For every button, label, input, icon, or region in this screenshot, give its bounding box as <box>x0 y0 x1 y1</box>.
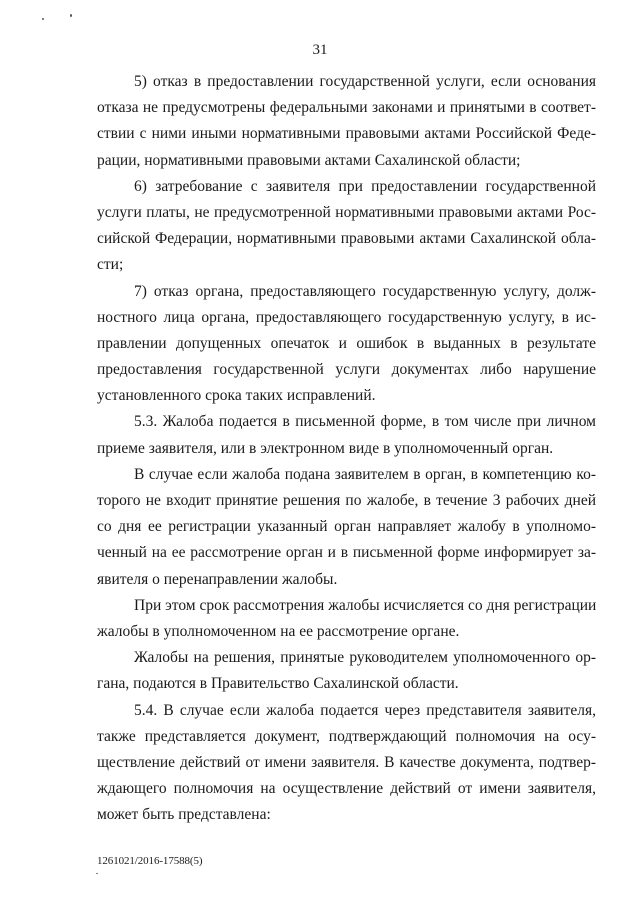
text-line: правлении допущенных опечаток и ошибок в выданных в результате <box>97 334 596 352</box>
text-line: установленного срока таких исправлений. <box>97 387 376 405</box>
text-line: со дня ее регистрации указанный орган направляет жалобу в уполномо- <box>97 518 596 536</box>
paragraph-appeals <box>97 645 596 697</box>
text-line: также представляется документ, подтверждающий полномочия на осу- <box>97 727 596 745</box>
paragraph-clause-5-3 <box>97 409 596 461</box>
text-line: ностного лица органа, предоставляющего государственную услугу, в ис- <box>97 308 596 326</box>
paragraph-review-term <box>97 593 596 645</box>
text-line: услуги платы, не предусмотренной нормативными правовыми актами Рос- <box>97 203 596 221</box>
text-line: может быть представлена: <box>97 806 271 824</box>
text-line: торого не входит принятие решения по жалобе, в течение 3 рабочих дней <box>97 492 596 509</box>
text-line: явителя о перенаправлении жалобы. <box>97 570 338 588</box>
scan-speck <box>42 18 44 20</box>
text-line: ченный на ее рассмотрение орган и в письменной форме информирует за- <box>97 544 596 562</box>
scan-speck <box>70 14 72 17</box>
text-line: приеме заявителя, или в электронном виде в уполномоченный орган. <box>97 439 554 457</box>
document-body <box>97 69 596 828</box>
text-line: 6) затребование с заявителя при предоставлении государственной <box>134 177 596 195</box>
text-line: 5) отказ в предоставлении государственной услуги, если основания <box>134 73 596 90</box>
page-number: 31 <box>312 42 328 58</box>
document-code: 1261021/2016-17588(5) <box>97 855 203 867</box>
text-line: сийской Федерации, нормативными правовыми актами Сахалинской обла- <box>97 230 596 248</box>
paragraph-item-6 <box>97 174 596 279</box>
paragraph-item-7 <box>97 279 596 410</box>
scan-speck <box>96 873 98 874</box>
paragraph-redirect <box>97 462 596 593</box>
text-line: жалобы в уполномоченном на ее рассмотрение органе. <box>97 622 460 640</box>
text-line: При этом срок рассмотрения жалобы исчисляется со дня регистрации <box>134 596 597 614</box>
text-line: В случае если жалоба подана заявителем в орган, в компетенцию ко- <box>134 465 596 483</box>
paragraph-item-5 <box>97 69 596 174</box>
text-line: Жалобы на решения, принятые руководителем уполномоченного ор- <box>134 649 596 667</box>
text-line: ждающего полномочия на осуществление действий от имени заявителя, <box>97 780 596 798</box>
text-line: рации, нормативными правовыми актами Сахалинской области; <box>97 151 521 169</box>
text-line: гана, подаются в Правительство Сахалинской области. <box>97 675 459 693</box>
paragraph-clause-5-4 <box>97 698 596 829</box>
text-line: 5.3. Жалоба подается в письменной форме, в том числе при личном <box>134 413 596 431</box>
text-line: 7) отказ органа, предоставляющего государственную услугу, долж- <box>134 282 596 300</box>
text-line: сти; <box>97 256 124 274</box>
text-line: 5.4. В случае если жалоба подается через представителя заявителя, <box>134 701 596 719</box>
text-line: предоставления государственной услуги документах либо нарушение <box>97 361 596 379</box>
text-line: ществление действий от имени заявителя. В качестве документа, подтвер- <box>97 753 596 771</box>
text-line: ствии с ними иными нормативными правовыми актами Российской Феде- <box>97 125 596 143</box>
text-line: отказа не предусмотрены федеральными законами и принятыми в соответ- <box>97 99 596 117</box>
